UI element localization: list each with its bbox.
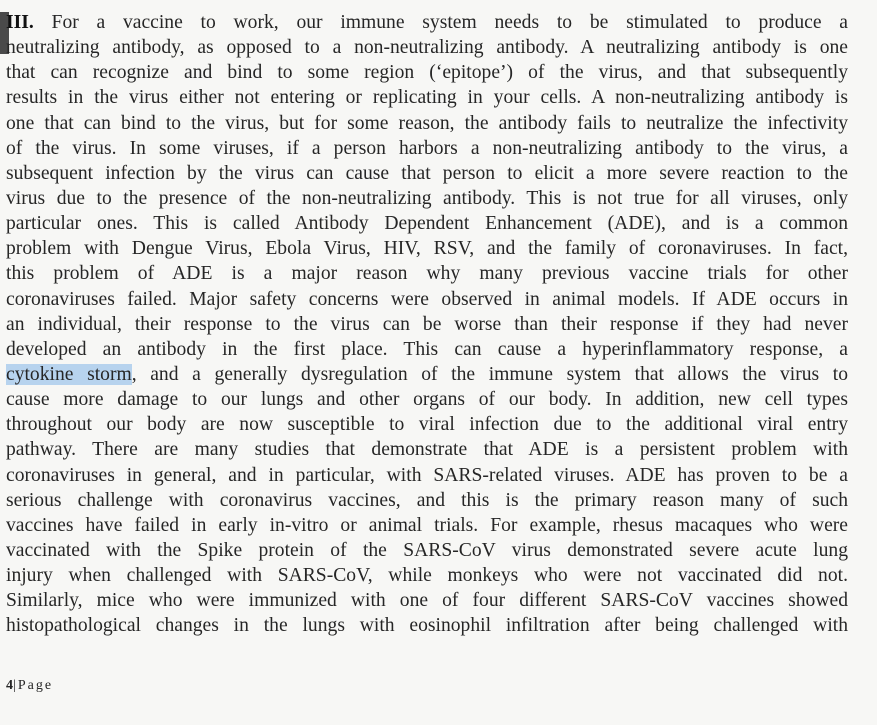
text-line: problem with Dengue Virus, Ebola Virus, HIV, RSV, and the family of coronaviruses. In fact,	[6, 238, 848, 260]
text-line: pathway. There are many studies that demonstrate that ADE is a persistent problem with	[6, 439, 848, 461]
text-line: serious challenge with coronavirus vaccines, and this is the primary reason many of such	[6, 489, 848, 511]
text-line: vaccines have failed in early in-vitro or animal trials. For example, rhesus macaques who were	[6, 514, 848, 536]
text-line: virus due to the presence of the non-neutralizing antibody. This is not true for all viruses, only	[6, 187, 848, 209]
text-line: developed an antibody in the first place. This can cause a hyperinflammatory response, a	[6, 338, 848, 360]
section-body	[6, 10, 848, 639]
footer-separator: |	[13, 678, 18, 693]
text-line: histopathological changes in the lungs with eosinophil infiltration after being challenged with	[6, 615, 848, 637]
highlighted-selection[interactable]: cytokine storm	[6, 363, 132, 385]
text-line: injury when challenged with SARS-CoV, while monkeys who were not vaccinated did not.	[6, 565, 848, 587]
text-line: cause more damage to our lungs and other organs of our body. In addition, new cell types	[6, 389, 848, 411]
text-line: subsequent infection by the virus can cause that person to elicit a more severe reaction to the	[6, 162, 848, 184]
text-line: Similarly, mice who were immunized with one of four different SARS-CoV vaccines showed	[6, 590, 848, 612]
text-line: that can recognize and bind to some region (‘epitope’) of the virus, and that subsequently	[6, 62, 848, 84]
text-line: coronaviruses in general, and in particular, with SARS-related viruses. ADE has proven to be a	[6, 464, 848, 486]
text-line: results in the virus either not entering or replicating in your cells. A non-neutralizing antibody is	[6, 87, 848, 109]
text-line: an individual, their response to the virus can be worse than their response if they had never	[6, 313, 848, 335]
text-line: particular ones. This is called Antibody Dependent Enhancement (ADE), and is a common	[6, 213, 848, 235]
text-line: this problem of ADE is a major reason why many previous vaccine trials for other	[6, 263, 848, 285]
page-label: Page	[17, 678, 54, 693]
page-number: 4	[6, 678, 13, 693]
text-line: cytokine storm, and a generally dysregulation of the immune system that allows the virus to	[6, 363, 848, 385]
text-line: of the virus. In some viruses, if a person harbors a non-neutralizing antibody to the virus, a	[6, 137, 848, 159]
text-line: neutralizing antibody, as opposed to a non-neutralizing antibody. A neutralizing antibody is one	[6, 37, 848, 59]
text-line: throughout our body are now susceptible to viral infection due to the additional viral entry	[6, 414, 848, 436]
section-number: III.	[6, 12, 34, 33]
page-footer	[6, 678, 53, 694]
text-line: coronaviruses failed. Major safety concerns were observed in animal models. If ADE occurs in	[6, 288, 848, 310]
text-line: vaccinated with the Spike protein of the SARS-CoV virus demonstrated severe acute lung	[6, 539, 848, 561]
text-line: one that can bind to the virus, but for some reason, the antibody fails to neutralize the infectivity	[6, 112, 848, 134]
text-line: III. For a vaccine to work, our immune system needs to be stimulated to produce a	[6, 12, 848, 33]
